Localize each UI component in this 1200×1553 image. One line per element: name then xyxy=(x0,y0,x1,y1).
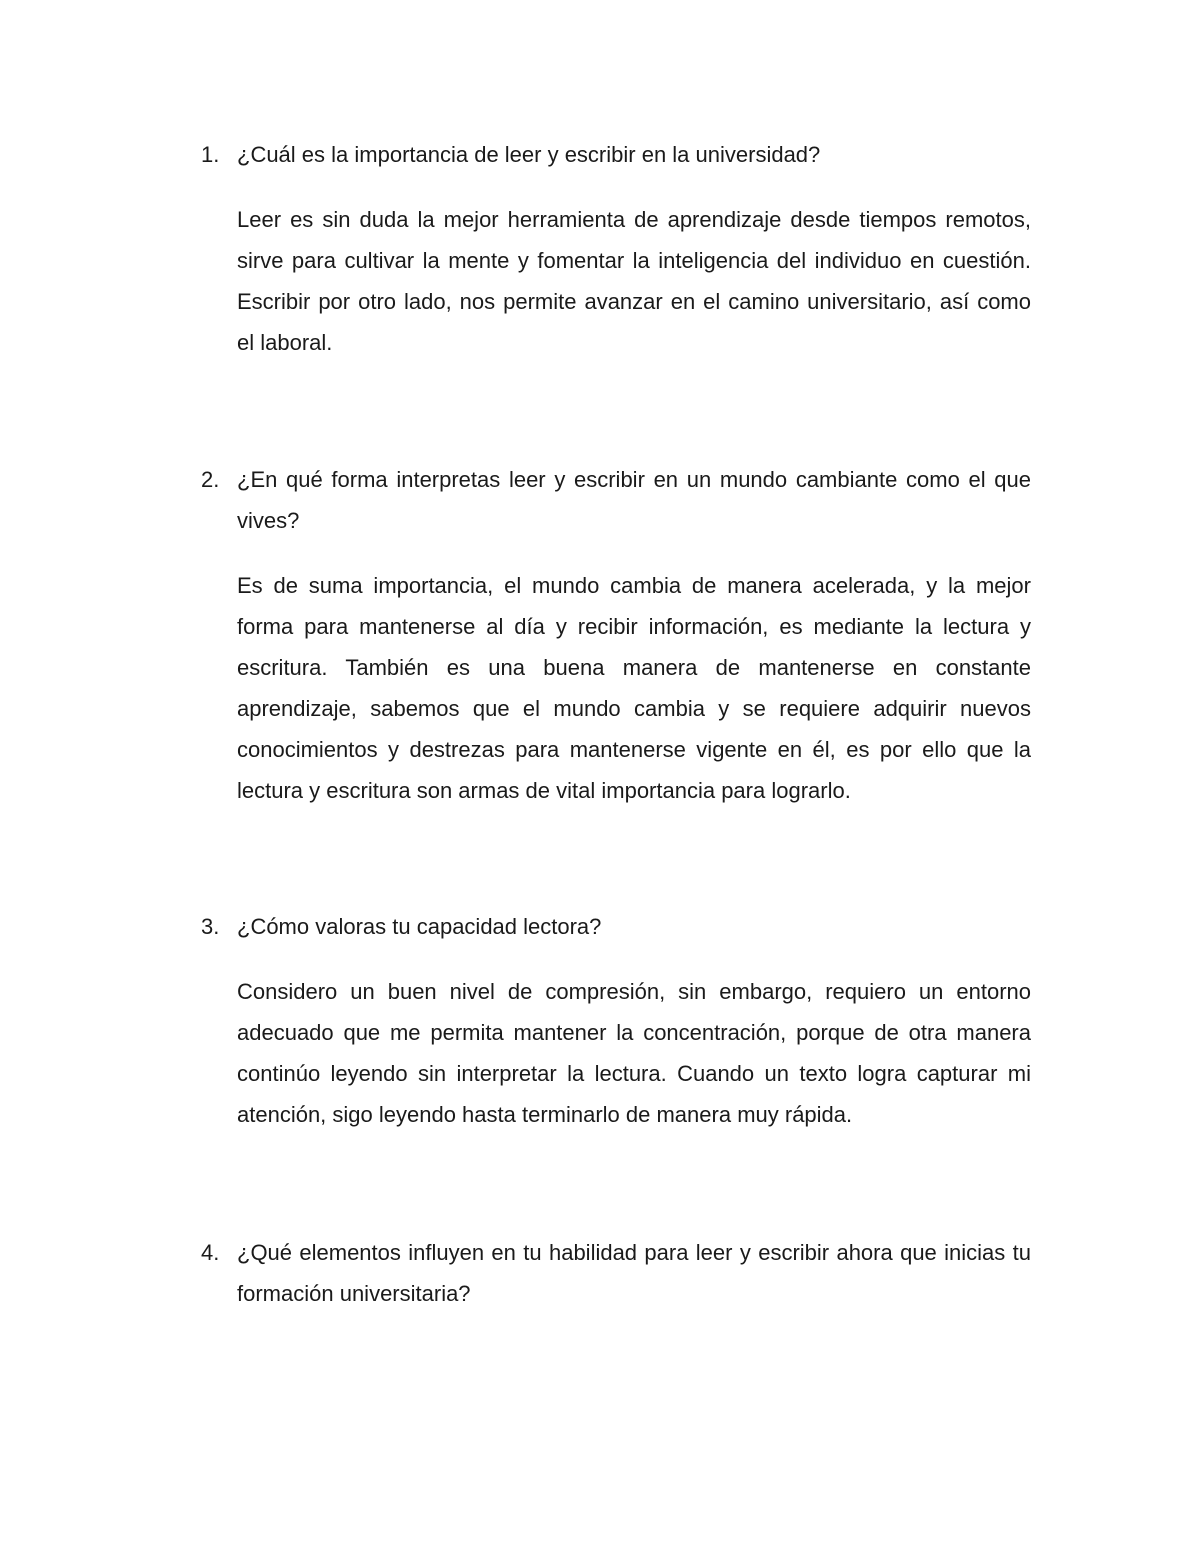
question-1 xyxy=(0,134,1031,175)
question-4 xyxy=(0,1232,1031,1314)
question-number-3: 3. xyxy=(201,914,220,939)
answer-2: Es de suma importancia, el mundo cambia de manera acelerada, y la mejor forma para mantenerse al día y recibir información, es mediante la lectura y escritura. También es una buena manera de mantenerse en constante aprendizaje, sabemos que el mundo cambia y se requiere adquirir nuevos conocimientos y destrezas para mantenerse vigente en él, es por ello que la lectura y escritura son armas de vital importancia para lograrlo. xyxy=(237,573,1031,803)
question-3 xyxy=(0,906,1031,947)
qa-item-3 xyxy=(0,906,1200,1135)
answer-1: Leer es sin duda la mejor herramienta de aprendizaje desde tiempos remotos, sirve para cultivar la mente y fomentar la inteligencia del individuo en cuestión. Escribir por otro lado, nos permite avanzar en el camino universitario, así como el laboral. xyxy=(237,207,1031,355)
qa-item-2 xyxy=(0,459,1200,811)
question-number-1: 1. xyxy=(201,142,220,167)
question-text-1: ¿Cuál es la importancia de leer y escribir en la universidad? xyxy=(237,142,821,167)
question-text-2: ¿En qué forma interpretas leer y escribir en un mundo cambiante como el que vives? xyxy=(237,467,1031,533)
qa-item-1 xyxy=(0,134,1200,363)
question-2 xyxy=(0,459,1031,541)
question-text-4: ¿Qué elementos influyen en tu habilidad para leer y escribir ahora que inicias tu formación universitaria? xyxy=(237,1240,1031,1306)
question-text-3: ¿Cómo valoras tu capacidad lectora? xyxy=(237,914,602,939)
question-number-4: 4. xyxy=(201,1240,220,1265)
qa-item-4 xyxy=(0,1232,1200,1314)
question-number-2: 2. xyxy=(201,467,220,492)
answer-3: Considero un buen nivel de compresión, sin embargo, requiero un entorno adecuado que me permita mantener la concentración, porque de otra manera continúo leyendo sin interpretar la lectura. Cuando un texto logra capturar mi atención, sigo leyendo hasta terminarlo de manera muy rápida. xyxy=(237,979,1031,1127)
